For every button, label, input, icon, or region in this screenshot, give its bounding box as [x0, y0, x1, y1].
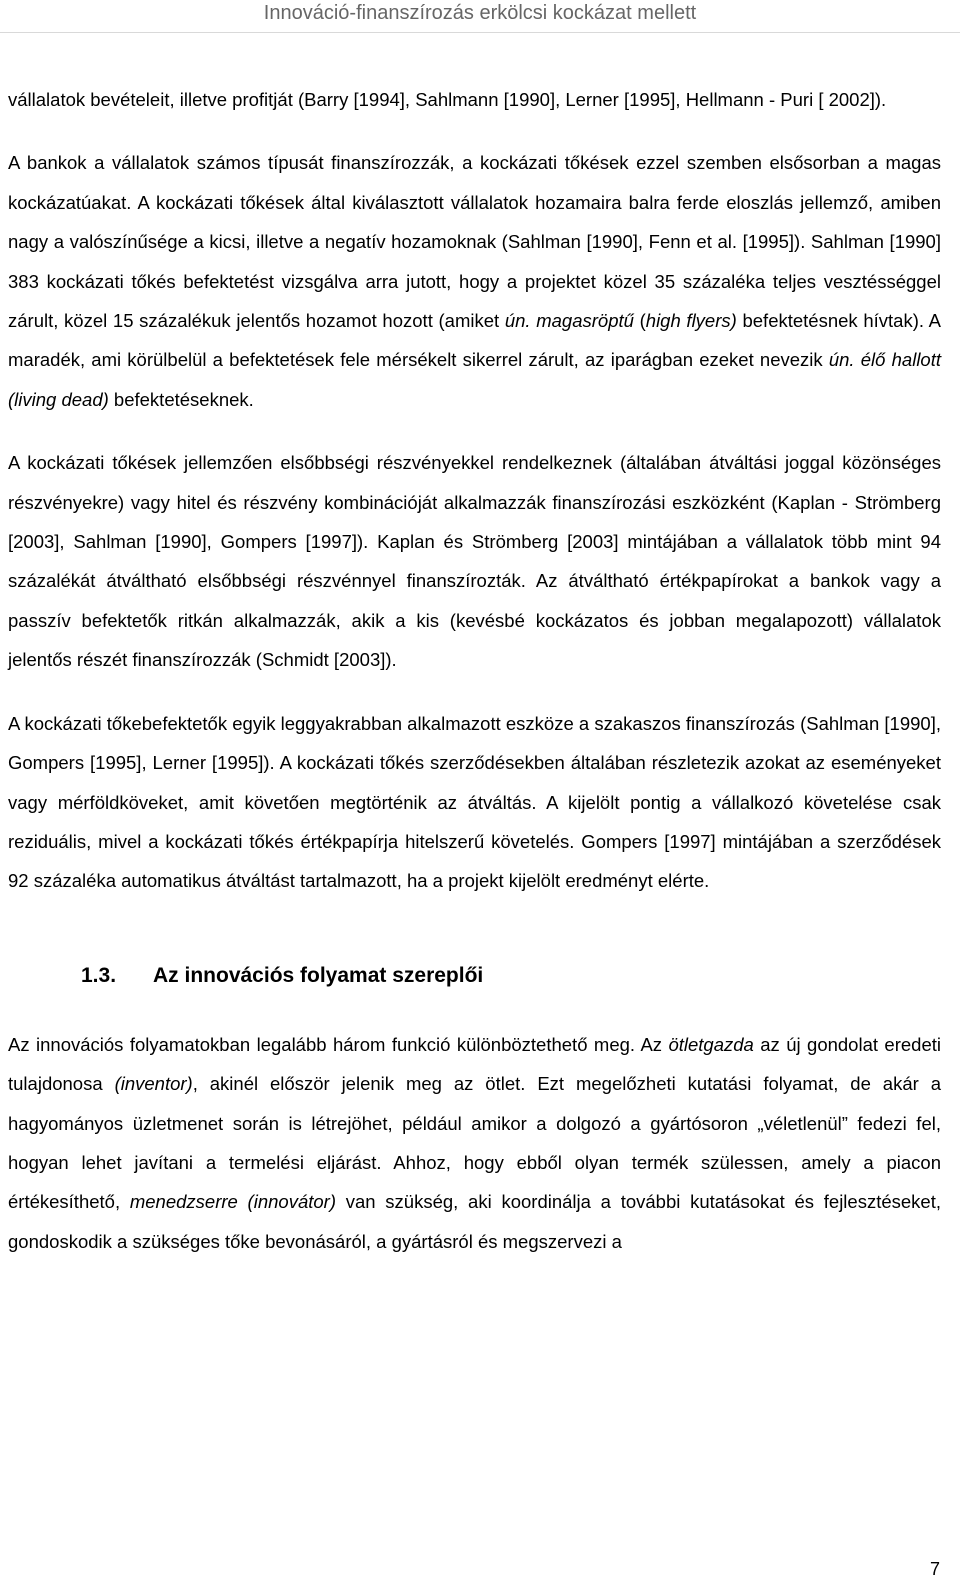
text-run: , akinél először jelenik meg az ötlet. Ezt megelőzheti kutatási folyamat, de akár a hagyományos üzletmenet során is létrejöhet, például amikor a dolgozó a gyártósoron „véletlenül” fedezi fel, hogyan lehet javítani a termelési eljárást. Ahhoz, hogy ebből olyan termék szülessen, amely a piacon értékesíthető, [8, 1073, 941, 1213]
text-run: befektetésnek hívtak). A maradék, ami körülbelül a befektetések fele mérsékelt sikerrel zárult, az iparágban ezeket nevezik [8, 310, 941, 371]
text-run: van szükség, aki koordinálja a további kutatásokat és fejlesztéseket, gondoskodik a szükséges tőke bevonásáról, a gyártásról és megszervezi a [8, 1191, 941, 1252]
paragraph-2 [8, 143, 941, 419]
text-run: A bankok a vállalatok számos típusát finanszírozzák, a kockázati tőkések ezzel szemben elsősorban a magas kockázatúakat. A kockázati tőkések által kiválasztott vállalatok hozamaira balra ferde eloszlás jellemző, amiben nagy a valószínűsége a kicsi, illetve a negatív hozamoknak (Sahlman [1990], Fenn et al. [1995]). Sahlman [1990] 383 kockázati tőkés befektetést vizsgálva arra jutott, hogy a projektet közel 35 százaléka teljes vesztésséggel zárult, közel 15 százalékuk jelentős hozamot hozott (amiket [8, 152, 941, 332]
italic-text: ún. magasröptű [504, 310, 634, 332]
text-run: A kockázati tőkések jellemzően elsőbbségi részvényekkel rendelkeznek (általában átváltási joggal közönséges részvényekre) vagy hitel és részvény kombinációját alkalmazzák finanszírozási eszközként (Kaplan - Strömberg [2003], Sahlman [1990], Gompers [1997]). Kaplan és Strömberg [2003] mintájában a vállalatok több mint 94 százalékát átváltható elsőbbségi részvénnyel finanszírozták. Az átváltható értékpapírokat a bankok vagy a passzív befektetők ritkán alkalmazzák, akik a kis (kevésbé kockázatos és jobban megalapozott) vállalatok jelentős részét finanszírozzák (Schmidt [2003]). [8, 452, 941, 671]
section-title: Az innovációs folyamat szereplői [153, 963, 484, 987]
italic-text: menedzserre (innovátor) [129, 1191, 336, 1213]
paragraph-4 [8, 704, 941, 901]
italic-text: ún. élő hallott (living dead) [8, 349, 941, 410]
text-run: ( [633, 310, 646, 332]
text-run: Az innovációs folyamatokban legalább három funkció különböztethető meg. Az [8, 1033, 669, 1055]
text-run: vállalatok bevételeit, illetve profitját (Barry [1994], Sahlmann [1990], Lerner [1995], Hellmann - Puri [ 2002]). [8, 89, 887, 110]
paragraph-1 [8, 80, 941, 119]
italic-text: (inventor) [114, 1073, 193, 1095]
body-text [8, 80, 941, 1261]
text-run: az új gondolat eredeti tulajdonosa [8, 1033, 941, 1095]
italic-text: high flyers) [645, 310, 737, 332]
paragraph-5 [8, 1025, 941, 1261]
section-number: 1.3. [81, 963, 117, 987]
text-run: A kockázati tőkebefektetők egyik leggyakrabban alkalmazott eszköze a szakaszos finanszírozás (Sahlman [1990], Gompers [1995], Lerner [1995]). A kockázati tőkés szerződésekben általában részletezik azokat az eseményeket vagy mérföldköveket, amit követően megtörténik az átváltás. A kijelölt pontig a vállalkozó követelése csak reziduális, mivel a kockázati tőkés értékpapírja hitelszerű követelés. Gompers [1997] mintájában a szerződések 92 százaléka automatikus átváltást tartalmazott, ha a projekt kijelölt eredményt elérte. [8, 712, 941, 892]
section-heading [8, 961, 941, 991]
italic-text: ötletgazda [668, 1033, 754, 1055]
text-run: befektetéseknek. [108, 388, 254, 410]
page-number: 7 [929, 1559, 940, 1579]
running-header: Innováció-finanszírozás erkölcsi kockázat mellett [0, 0, 960, 33]
paragraph-3 [8, 443, 941, 679]
